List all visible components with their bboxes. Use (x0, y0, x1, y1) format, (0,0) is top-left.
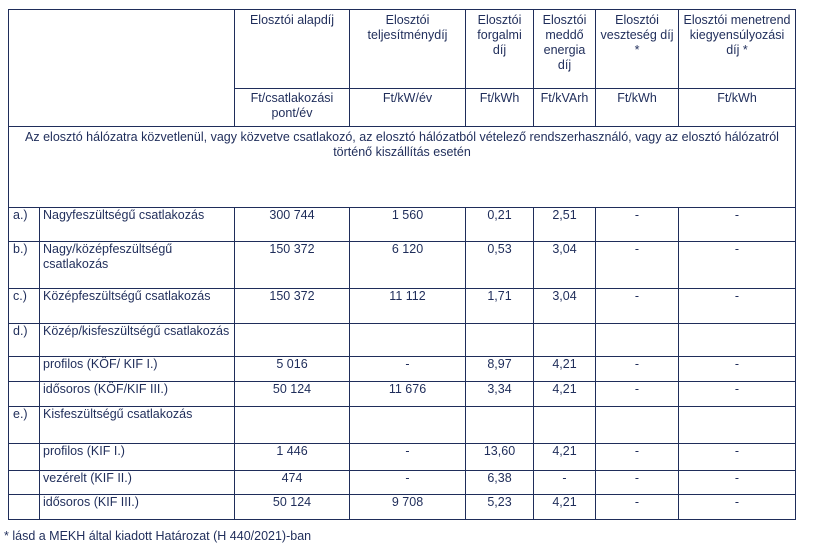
value-cell: - (350, 471, 466, 495)
value-cell: - (679, 289, 796, 324)
value-cell: - (350, 444, 466, 471)
value-cell: - (679, 495, 796, 520)
value-cell: 4,21 (534, 495, 596, 520)
value-cell: 50 124 (235, 382, 350, 407)
value-cell (350, 324, 466, 357)
header-corner-cell (9, 10, 235, 127)
value-cell: - (596, 208, 679, 242)
row-letter: b.) (9, 242, 40, 289)
value-cell: 1 560 (350, 208, 466, 242)
row-label: Nagy/középfeszültségű csatlakozás (40, 242, 235, 289)
value-cell: 9 708 (350, 495, 466, 520)
header-cell: Elosztói teljesítménydíj (350, 10, 466, 89)
unit-cell: Ft/csatlakozási pont/év (235, 89, 350, 127)
value-cell: - (534, 471, 596, 495)
row-label: profilos (KÖF/ KIF I.) (40, 357, 235, 382)
value-cell: - (596, 357, 679, 382)
table-row (9, 357, 796, 382)
row-label: Kisfeszültségű csatlakozás (40, 407, 235, 444)
table-row (9, 495, 796, 520)
header-cell: Elosztói menetrend kiegyensúlyozási díj * (679, 10, 796, 89)
value-cell: 2,51 (534, 208, 596, 242)
value-cell (596, 324, 679, 357)
unit-cell: Ft/kW/év (350, 89, 466, 127)
row-letter (9, 357, 40, 382)
value-cell (596, 407, 679, 444)
intro-text: Az elosztó hálózatra közvetlenül, vagy közvetve csatlakozó, az elosztó hálózatból vételező rendszerhasználó, vagy az elosztó hálózatról történő kiszállítás esetén (9, 127, 796, 208)
row-letter: e.) (9, 407, 40, 444)
value-cell (466, 324, 534, 357)
header-cell: Elosztói veszteség díj * (596, 10, 679, 89)
value-cell: 300 744 (235, 208, 350, 242)
row-label: Középfeszültségű csatlakozás (40, 289, 235, 324)
value-cell: 3,04 (534, 289, 596, 324)
value-cell: - (679, 382, 796, 407)
row-letter (9, 444, 40, 471)
value-cell: 5 016 (235, 357, 350, 382)
value-cell: - (679, 357, 796, 382)
value-cell (235, 407, 350, 444)
row-label: profilos (KIF I.) (40, 444, 235, 471)
value-cell: 8,97 (466, 357, 534, 382)
value-cell: 50 124 (235, 495, 350, 520)
value-cell: - (596, 382, 679, 407)
tariff-table (8, 9, 796, 520)
value-cell: - (596, 289, 679, 324)
value-cell: - (596, 242, 679, 289)
table-row (9, 407, 796, 444)
table-row (9, 471, 796, 495)
row-label: Közép/kisfeszültségű csatlakozás (40, 324, 235, 357)
unit-cell: Ft/kWh (466, 89, 534, 127)
row-label: vezérelt (KIF II.) (40, 471, 235, 495)
value-cell (534, 407, 596, 444)
value-cell: - (596, 444, 679, 471)
value-cell: 0,53 (466, 242, 534, 289)
value-cell: - (679, 444, 796, 471)
table-row (9, 444, 796, 471)
value-cell: 11 112 (350, 289, 466, 324)
table-row (9, 289, 796, 324)
value-cell: 0,21 (466, 208, 534, 242)
unit-cell: Ft/kWh (596, 89, 679, 127)
value-cell (679, 407, 796, 444)
value-cell: 4,21 (534, 357, 596, 382)
value-cell: - (679, 242, 796, 289)
header-title-row (9, 10, 796, 89)
row-letter (9, 382, 40, 407)
value-cell (679, 324, 796, 357)
value-cell: - (679, 208, 796, 242)
table-row (9, 242, 796, 289)
value-cell: - (350, 357, 466, 382)
unit-cell: Ft/kVArh (534, 89, 596, 127)
value-cell: 4,21 (534, 382, 596, 407)
value-cell: 5,23 (466, 495, 534, 520)
value-cell: 3,34 (466, 382, 534, 407)
row-label: Nagyfeszültségű csatlakozás (40, 208, 235, 242)
value-cell: 11 676 (350, 382, 466, 407)
footnote: * lásd a MEKH által kiadott Határozat (H 440/2021)-ban (4, 529, 312, 543)
table-row (9, 382, 796, 407)
header-cell: Elosztói meddő energia díj (534, 10, 596, 89)
value-cell: - (679, 471, 796, 495)
value-cell: 474 (235, 471, 350, 495)
value-cell: 1,71 (466, 289, 534, 324)
value-cell: 1 446 (235, 444, 350, 471)
table-row (9, 324, 796, 357)
value-cell (534, 324, 596, 357)
value-cell: 3,04 (534, 242, 596, 289)
row-letter: a.) (9, 208, 40, 242)
value-cell: 13,60 (466, 444, 534, 471)
intro-row (9, 127, 796, 208)
value-cell: 4,21 (534, 444, 596, 471)
value-cell: 150 372 (235, 242, 350, 289)
value-cell: 6 120 (350, 242, 466, 289)
row-label: idősoros (KIF III.) (40, 495, 235, 520)
row-letter: d.) (9, 324, 40, 357)
value-cell: - (596, 471, 679, 495)
value-cell: - (596, 495, 679, 520)
row-letter (9, 495, 40, 520)
row-letter: c.) (9, 289, 40, 324)
row-label: idősoros (KÖF/KIF III.) (40, 382, 235, 407)
value-cell (235, 324, 350, 357)
value-cell (466, 407, 534, 444)
header-cell: Elosztói forgalmi díj (466, 10, 534, 89)
value-cell: 150 372 (235, 289, 350, 324)
header-cell: Elosztói alapdíj (235, 10, 350, 89)
table-row (9, 208, 796, 242)
value-cell (350, 407, 466, 444)
value-cell: 6,38 (466, 471, 534, 495)
row-letter (9, 471, 40, 495)
unit-cell: Ft/kWh (679, 89, 796, 127)
